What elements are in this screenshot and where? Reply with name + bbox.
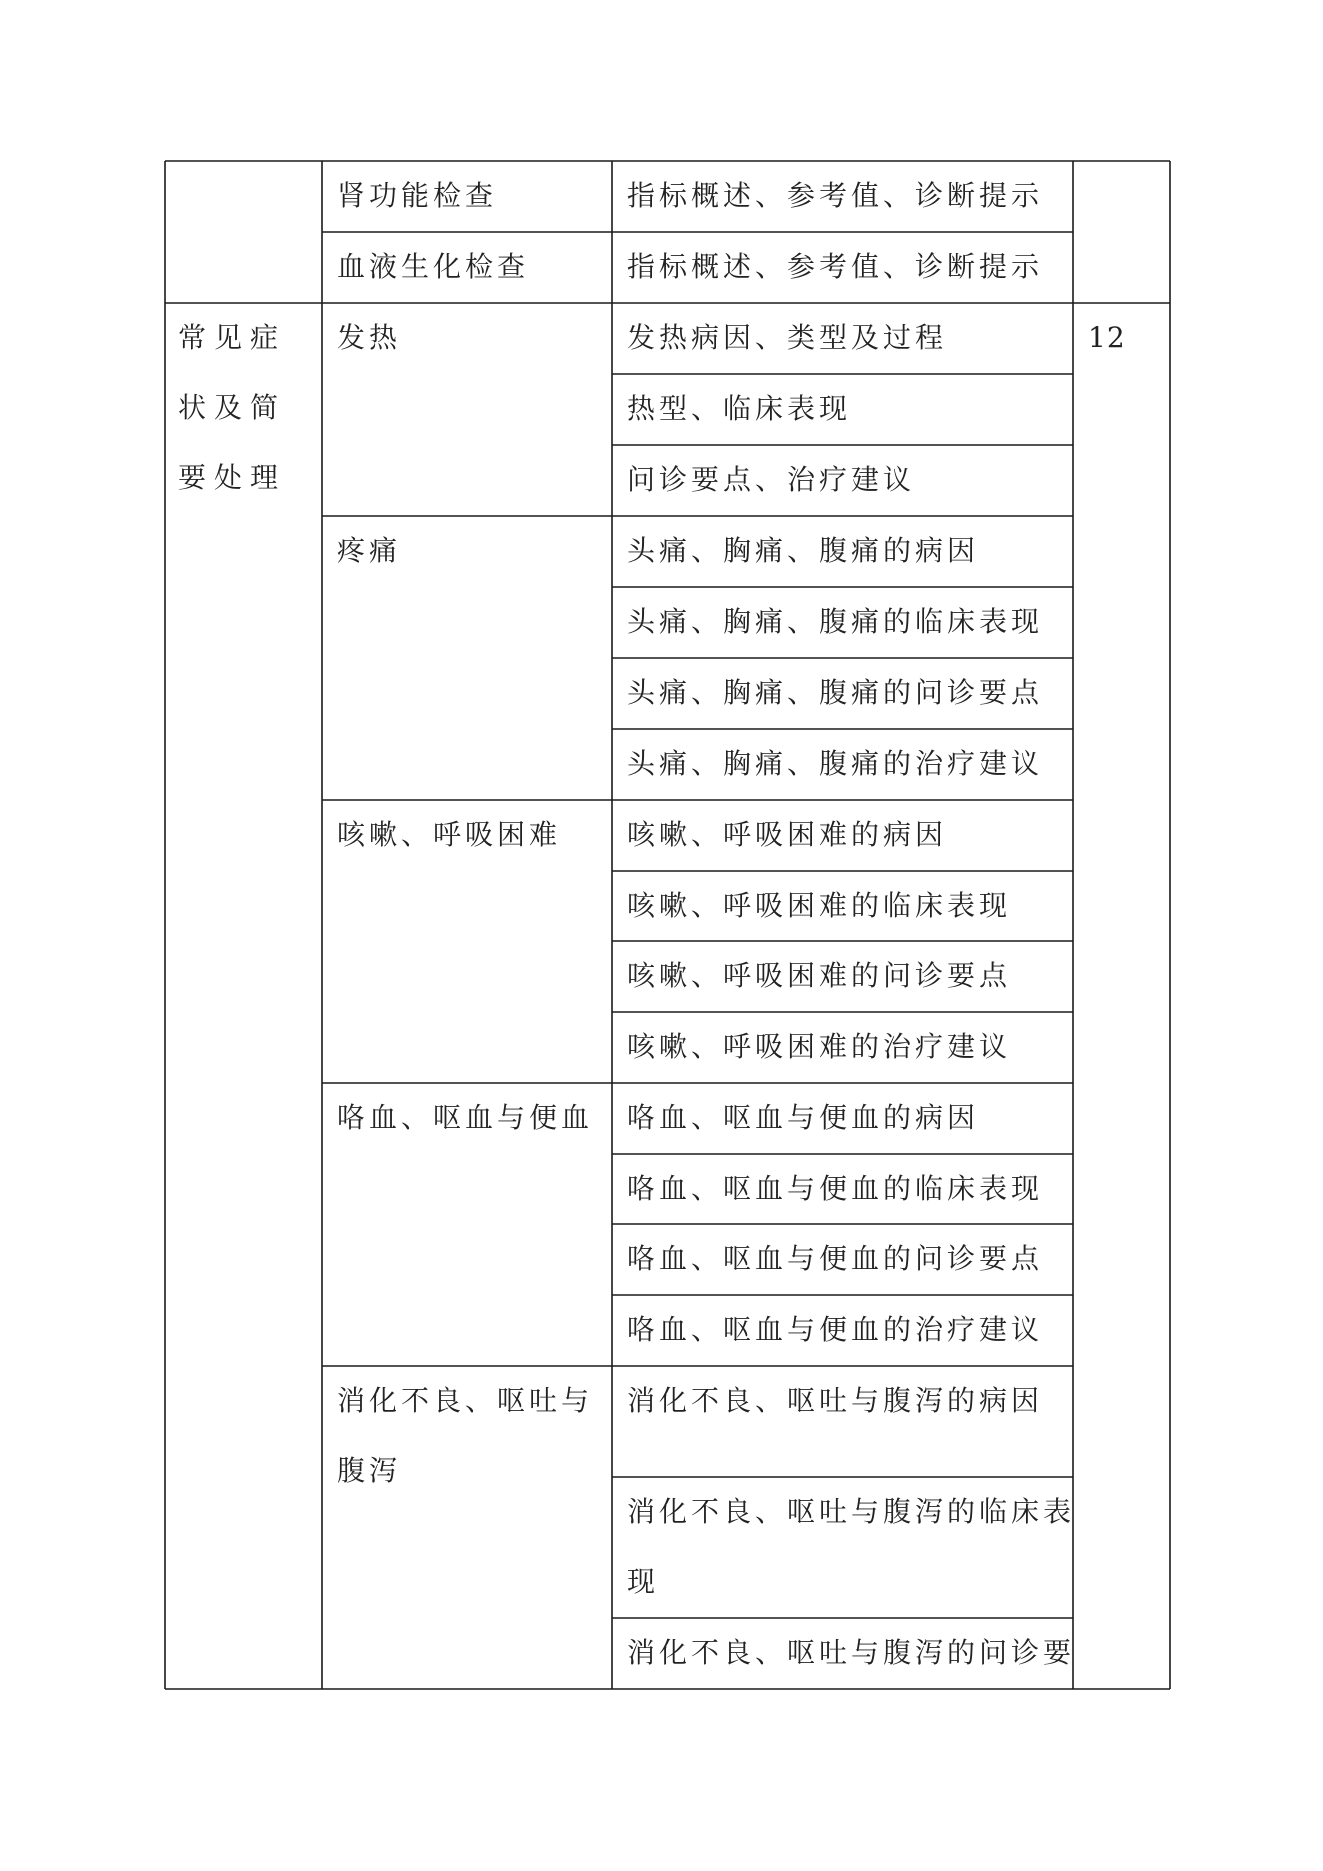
table-cell-content: 消化不良、呕吐与腹泻的临床表现 — [627, 1495, 1076, 1598]
table-cell-content: 咯血、呕血与便血的问诊要点 — [627, 1242, 1044, 1275]
table-cell-hours: 12 — [1088, 321, 1126, 354]
table-cell-topic: 肾功能检查 — [337, 179, 498, 212]
table-cell-topic: 咳嗽、呼吸困难 — [337, 818, 562, 851]
table-cell-content: 头痛、胸痛、腹痛的临床表现 — [627, 605, 1044, 638]
table-cell-content: 热型、临床表现 — [627, 392, 852, 425]
table-cell-content: 咯血、呕血与便血的病因 — [627, 1101, 980, 1134]
table-cell-content: 咳嗽、呼吸困难的临床表现 — [627, 889, 1012, 922]
table-cell-category: 常见症状及简要处理 — [178, 321, 287, 494]
table-cell-content: 咳嗽、呼吸困难的病因 — [627, 818, 948, 851]
table-cell-content: 咯血、呕血与便血的临床表现 — [627, 1172, 1044, 1205]
table-cell-content: 咯血、呕血与便血的治疗建议 — [627, 1313, 1044, 1346]
table-cell-topic: 咯血、呕血与便血 — [337, 1101, 594, 1134]
table-cell-content: 咳嗽、呼吸困难的治疗建议 — [627, 1030, 1012, 1063]
table-cell-content: 消化不良、呕吐与腹泻的问诊要 — [627, 1636, 1076, 1669]
table-cell-content: 指标概述、参考值、诊断提示 — [627, 250, 1044, 283]
table-cell-topic: 血液生化检查 — [337, 250, 530, 283]
table-cell-topic: 消化不良、呕吐与腹泻 — [337, 1384, 594, 1487]
table-cell-content: 头痛、胸痛、腹痛的问诊要点 — [627, 676, 1044, 709]
table-cell-topic: 发热 — [337, 321, 402, 354]
table-cell-content: 发热病因、类型及过程 — [627, 321, 948, 354]
table-cell-content: 指标概述、参考值、诊断提示 — [627, 179, 1044, 212]
table-cell-content: 头痛、胸痛、腹痛的治疗建议 — [627, 747, 1044, 780]
table-cell-topic: 疼痛 — [337, 534, 402, 567]
table-cell-content: 头痛、胸痛、腹痛的病因 — [627, 534, 980, 567]
table-cell-content: 咳嗽、呼吸困难的问诊要点 — [627, 959, 1012, 992]
table-cell-content: 问诊要点、治疗建议 — [627, 463, 916, 496]
table-cell-content: 消化不良、呕吐与腹泻的病因 — [627, 1384, 1044, 1417]
